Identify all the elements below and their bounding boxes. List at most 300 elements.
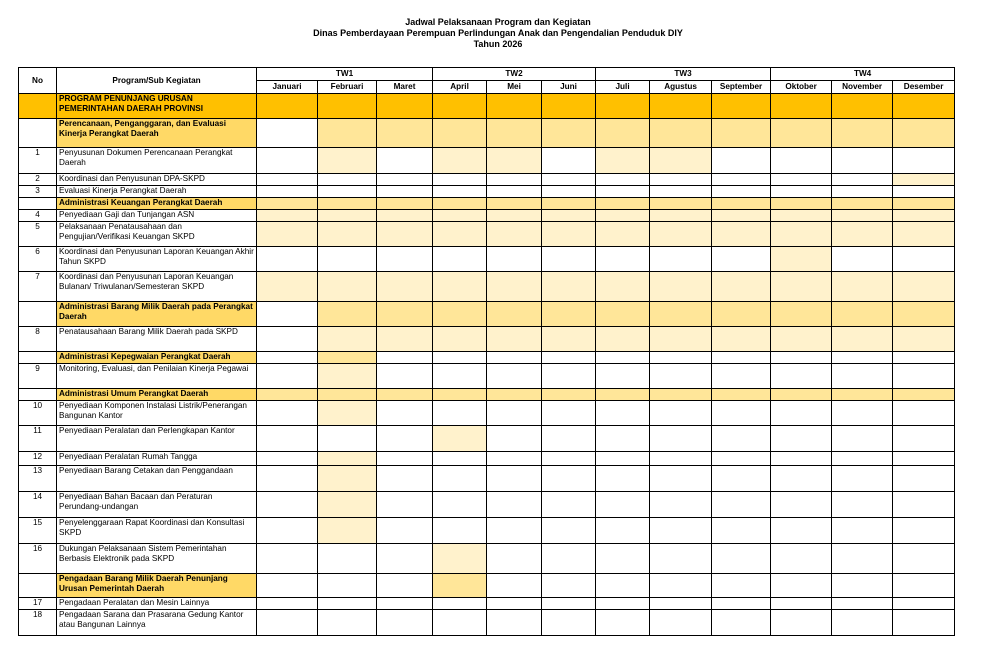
month-cell-desember: [893, 452, 955, 466]
month-cell-november: [832, 302, 893, 327]
month-cell-agustus: [650, 574, 712, 598]
month-cell-maret: [377, 302, 433, 327]
row-number: 3: [19, 186, 57, 198]
month-cell-februari: [318, 272, 377, 302]
header-month: Desember: [893, 81, 955, 94]
month-cell-november: [832, 574, 893, 598]
month-cell-juni: [542, 574, 596, 598]
row-number: 10: [19, 401, 57, 426]
month-cell-april: [433, 94, 487, 119]
month-cell-mei: [487, 327, 542, 352]
activity-row: [19, 186, 955, 198]
month-cell-desember: [893, 518, 955, 544]
month-cell-januari: [257, 148, 318, 174]
month-cell-juni: [542, 148, 596, 174]
month-cell-desember: [893, 574, 955, 598]
activity-row: [19, 148, 955, 174]
month-cell-november: [832, 148, 893, 174]
month-cell-juli: [596, 518, 650, 544]
row-name: Pengadaan Sarana dan Prasarana Gedung Kantor atau Bangunan Lainnya: [57, 610, 257, 636]
row-number: 11: [19, 426, 57, 452]
month-cell-juli: [596, 364, 650, 389]
month-cell-juli: [596, 401, 650, 426]
row-name: Administrasi Keuangan Perangkat Daerah: [57, 198, 257, 210]
month-cell-mei: [487, 466, 542, 492]
month-cell-juni: [542, 352, 596, 364]
program-row: [19, 94, 955, 119]
month-cell-april: [433, 119, 487, 148]
month-cell-februari: [318, 222, 377, 247]
activity-row: [19, 492, 955, 518]
month-cell-agustus: [650, 327, 712, 352]
activity-row: [19, 222, 955, 247]
month-cell-mei: [487, 426, 542, 452]
month-cell-desember: [893, 210, 955, 222]
month-cell-juli: [596, 610, 650, 636]
header-month: November: [832, 81, 893, 94]
section-row: [19, 574, 955, 598]
month-cell-oktober: [771, 452, 832, 466]
month-cell-mei: [487, 174, 542, 186]
row-number: 15: [19, 518, 57, 544]
month-cell-november: [832, 94, 893, 119]
month-cell-oktober: [771, 518, 832, 544]
month-cell-oktober: [771, 119, 832, 148]
row-name: PROGRAM PENUNJANG URUSAN PEMERINTAHAN DAERAH PROVINSI: [57, 94, 257, 119]
month-cell-juli: [596, 302, 650, 327]
month-cell-februari: [318, 302, 377, 327]
month-cell-april: [433, 401, 487, 426]
month-cell-mei: [487, 352, 542, 364]
month-cell-desember: [893, 544, 955, 574]
month-cell-mei: [487, 544, 542, 574]
month-cell-juni: [542, 327, 596, 352]
month-cell-desember: [893, 119, 955, 148]
month-cell-desember: [893, 272, 955, 302]
section-row: [19, 302, 955, 327]
month-cell-november: [832, 186, 893, 198]
month-cell-mei: [487, 148, 542, 174]
month-cell-november: [832, 198, 893, 210]
month-cell-desember: [893, 492, 955, 518]
month-cell-agustus: [650, 94, 712, 119]
month-cell-januari: [257, 302, 318, 327]
month-cell-agustus: [650, 452, 712, 466]
month-cell-januari: [257, 352, 318, 364]
month-cell-januari: [257, 598, 318, 610]
month-cell-juni: [542, 610, 596, 636]
section-row: [19, 389, 955, 401]
month-cell-maret: [377, 352, 433, 364]
month-cell-maret: [377, 198, 433, 210]
month-cell-maret: [377, 210, 433, 222]
row-number: 2: [19, 174, 57, 186]
month-cell-mei: [487, 247, 542, 272]
month-cell-februari: [318, 186, 377, 198]
month-cell-april: [433, 222, 487, 247]
row-name: Administrasi Barang Milik Daerah pada Perangkat Daerah: [57, 302, 257, 327]
month-cell-mei: [487, 401, 542, 426]
month-cell-juli: [596, 186, 650, 198]
month-cell-juni: [542, 186, 596, 198]
month-cell-maret: [377, 492, 433, 518]
month-cell-april: [433, 210, 487, 222]
month-cell-april: [433, 174, 487, 186]
month-cell-agustus: [650, 302, 712, 327]
month-cell-januari: [257, 247, 318, 272]
row-name: Penyediaan Gaji dan Tunjangan ASN: [57, 210, 257, 222]
row-number: 1: [19, 148, 57, 174]
month-cell-oktober: [771, 401, 832, 426]
month-cell-mei: [487, 610, 542, 636]
month-cell-september: [712, 364, 771, 389]
month-cell-juni: [542, 518, 596, 544]
month-cell-april: [433, 327, 487, 352]
month-cell-november: [832, 466, 893, 492]
month-cell-januari: [257, 610, 318, 636]
header-month: Mei: [487, 81, 542, 94]
month-cell-januari: [257, 452, 318, 466]
month-cell-mei: [487, 492, 542, 518]
row-number: 18: [19, 610, 57, 636]
month-cell-september: [712, 222, 771, 247]
title-line-3: Tahun 2026: [473, 39, 523, 49]
month-cell-februari: [318, 247, 377, 272]
month-cell-desember: [893, 401, 955, 426]
month-cell-desember: [893, 327, 955, 352]
month-cell-november: [832, 610, 893, 636]
month-cell-september: [712, 492, 771, 518]
month-cell-juli: [596, 492, 650, 518]
month-cell-oktober: [771, 198, 832, 210]
month-cell-juli: [596, 544, 650, 574]
month-cell-november: [832, 222, 893, 247]
month-cell-juni: [542, 401, 596, 426]
month-cell-maret: [377, 148, 433, 174]
header-month: Maret: [377, 81, 433, 94]
month-cell-februari: [318, 352, 377, 364]
month-cell-januari: [257, 119, 318, 148]
month-cell-april: [433, 598, 487, 610]
row-name: Pelaksanaan Penatausahaan dan Pengujian/Verifikasi Keuangan SKPD: [57, 222, 257, 247]
month-cell-maret: [377, 222, 433, 247]
month-cell-juni: [542, 222, 596, 247]
month-cell-september: [712, 186, 771, 198]
month-cell-agustus: [650, 247, 712, 272]
month-cell-november: [832, 401, 893, 426]
month-cell-februari: [318, 452, 377, 466]
month-cell-desember: [893, 610, 955, 636]
month-cell-juni: [542, 452, 596, 466]
row-name: Koordinasi dan Penyusunan Laporan Keuangan Bulanan/ Triwulanan/Semesteran SKPD: [57, 272, 257, 302]
month-cell-februari: [318, 198, 377, 210]
activity-row: [19, 327, 955, 352]
month-cell-januari: [257, 272, 318, 302]
month-cell-april: [433, 247, 487, 272]
month-cell-januari: [257, 364, 318, 389]
row-name: Monitoring, Evaluasi, dan Penilaian Kinerja Pegawai: [57, 364, 257, 389]
document-title: [0, 17, 996, 50]
section-row: [19, 352, 955, 364]
month-cell-maret: [377, 174, 433, 186]
month-cell-januari: [257, 222, 318, 247]
row-number: [19, 389, 57, 401]
month-cell-november: [832, 492, 893, 518]
month-cell-juli: [596, 452, 650, 466]
month-cell-april: [433, 452, 487, 466]
row-name: Pengadaan Peralatan dan Mesin Lainnya: [57, 598, 257, 610]
row-name: Evaluasi Kinerja Perangkat Daerah: [57, 186, 257, 198]
month-cell-februari: [318, 544, 377, 574]
month-cell-januari: [257, 389, 318, 401]
month-cell-desember: [893, 174, 955, 186]
month-cell-september: [712, 247, 771, 272]
month-cell-juli: [596, 174, 650, 186]
row-name: Penyediaan Peralatan dan Perlengkapan Kantor: [57, 426, 257, 452]
month-cell-oktober: [771, 174, 832, 186]
month-cell-juli: [596, 94, 650, 119]
month-cell-juni: [542, 426, 596, 452]
activity-row: [19, 544, 955, 574]
month-cell-mei: [487, 272, 542, 302]
month-cell-maret: [377, 119, 433, 148]
month-cell-september: [712, 401, 771, 426]
month-cell-juni: [542, 210, 596, 222]
month-cell-agustus: [650, 198, 712, 210]
month-cell-februari: [318, 327, 377, 352]
month-cell-februari: [318, 210, 377, 222]
month-cell-agustus: [650, 186, 712, 198]
month-cell-juli: [596, 466, 650, 492]
month-cell-desember: [893, 247, 955, 272]
month-cell-maret: [377, 574, 433, 598]
row-number: [19, 94, 57, 119]
row-name: Penyediaan Komponen Instalasi Listrik/Penerangan Bangunan Kantor: [57, 401, 257, 426]
month-cell-mei: [487, 222, 542, 247]
month-cell-november: [832, 452, 893, 466]
month-cell-oktober: [771, 544, 832, 574]
header-month: Juli: [596, 81, 650, 94]
month-cell-november: [832, 327, 893, 352]
month-cell-mei: [487, 364, 542, 389]
month-cell-juni: [542, 389, 596, 401]
row-number: 4: [19, 210, 57, 222]
month-cell-april: [433, 198, 487, 210]
month-cell-desember: [893, 598, 955, 610]
month-cell-oktober: [771, 272, 832, 302]
month-cell-november: [832, 426, 893, 452]
month-cell-januari: [257, 401, 318, 426]
month-cell-november: [832, 272, 893, 302]
row-number: [19, 198, 57, 210]
month-cell-april: [433, 364, 487, 389]
row-number: 13: [19, 466, 57, 492]
header-month: April: [433, 81, 487, 94]
row-number: 17: [19, 598, 57, 610]
month-cell-april: [433, 352, 487, 364]
month-cell-desember: [893, 186, 955, 198]
month-cell-agustus: [650, 492, 712, 518]
month-cell-oktober: [771, 598, 832, 610]
month-cell-september: [712, 452, 771, 466]
month-cell-januari: [257, 518, 318, 544]
month-cell-oktober: [771, 574, 832, 598]
month-cell-oktober: [771, 222, 832, 247]
month-cell-agustus: [650, 352, 712, 364]
schedule-body: [19, 94, 955, 636]
activity-row: [19, 364, 955, 389]
row-name: Penyediaan Barang Cetakan dan Penggandaan: [57, 466, 257, 492]
row-number: [19, 574, 57, 598]
month-cell-juni: [542, 302, 596, 327]
header-month: Februari: [318, 81, 377, 94]
month-cell-september: [712, 327, 771, 352]
row-number: [19, 302, 57, 327]
month-cell-september: [712, 544, 771, 574]
month-cell-agustus: [650, 222, 712, 247]
row-name: Pengadaan Barang Milik Daerah Penunjang Urusan Pemerintah Daerah: [57, 574, 257, 598]
month-cell-desember: [893, 148, 955, 174]
row-name: Penatausahaan Barang Milik Daerah pada SKPD: [57, 327, 257, 352]
row-number: [19, 119, 57, 148]
month-cell-oktober: [771, 492, 832, 518]
row-name: Koordinasi dan Penyusunan DPA-SKPD: [57, 174, 257, 186]
month-cell-mei: [487, 452, 542, 466]
month-cell-april: [433, 544, 487, 574]
section-row: [19, 198, 955, 210]
month-cell-mei: [487, 574, 542, 598]
month-cell-april: [433, 272, 487, 302]
month-cell-maret: [377, 610, 433, 636]
month-cell-februari: [318, 364, 377, 389]
month-cell-juli: [596, 426, 650, 452]
activity-row: [19, 426, 955, 452]
month-cell-maret: [377, 272, 433, 302]
month-cell-oktober: [771, 610, 832, 636]
month-cell-agustus: [650, 466, 712, 492]
row-name: Administrasi Kepegwaian Perangkat Daerah: [57, 352, 257, 364]
month-cell-januari: [257, 574, 318, 598]
month-cell-oktober: [771, 186, 832, 198]
month-cell-agustus: [650, 148, 712, 174]
month-cell-desember: [893, 466, 955, 492]
row-name: Koordinasi dan Penyusunan Laporan Keuangan Akhir Tahun SKPD: [57, 247, 257, 272]
row-name: Penyelenggaraan Rapat Koordinasi dan Konsultasi SKPD: [57, 518, 257, 544]
month-cell-mei: [487, 119, 542, 148]
month-cell-september: [712, 119, 771, 148]
month-cell-november: [832, 174, 893, 186]
month-cell-desember: [893, 222, 955, 247]
row-name: Perencanaan, Penganggaran, dan Evaluasi Kinerja Perangkat Daerah: [57, 119, 257, 148]
row-name: Penyediaan Bahan Bacaan dan Peraturan Perundang-undangan: [57, 492, 257, 518]
month-cell-mei: [487, 94, 542, 119]
row-number: 6: [19, 247, 57, 272]
month-cell-september: [712, 174, 771, 186]
title-line-1: Jadwal Pelaksanaan Program dan Kegiatan: [405, 17, 591, 27]
activity-row: [19, 466, 955, 492]
row-number: 8: [19, 327, 57, 352]
row-name: Administrasi Umum Perangkat Daerah: [57, 389, 257, 401]
month-cell-juni: [542, 94, 596, 119]
header-quarter: TW2: [433, 68, 596, 81]
month-cell-juli: [596, 210, 650, 222]
month-cell-juni: [542, 198, 596, 210]
month-cell-agustus: [650, 119, 712, 148]
month-cell-januari: [257, 94, 318, 119]
month-cell-agustus: [650, 389, 712, 401]
month-cell-desember: [893, 94, 955, 119]
month-cell-april: [433, 148, 487, 174]
row-number: 16: [19, 544, 57, 574]
month-cell-maret: [377, 186, 433, 198]
month-cell-januari: [257, 544, 318, 574]
row-number: 5: [19, 222, 57, 247]
month-cell-agustus: [650, 518, 712, 544]
month-cell-maret: [377, 544, 433, 574]
activity-row: [19, 210, 955, 222]
month-cell-februari: [318, 466, 377, 492]
month-cell-januari: [257, 210, 318, 222]
month-cell-oktober: [771, 352, 832, 364]
month-cell-januari: [257, 466, 318, 492]
month-cell-oktober: [771, 148, 832, 174]
activity-row: [19, 610, 955, 636]
activity-row: [19, 401, 955, 426]
month-cell-februari: [318, 610, 377, 636]
month-cell-mei: [487, 186, 542, 198]
month-cell-september: [712, 598, 771, 610]
month-cell-november: [832, 364, 893, 389]
month-cell-desember: [893, 426, 955, 452]
section-row: [19, 119, 955, 148]
month-cell-maret: [377, 94, 433, 119]
month-cell-juni: [542, 119, 596, 148]
month-cell-oktober: [771, 94, 832, 119]
month-cell-desember: [893, 364, 955, 389]
row-name: Penyusunan Dokumen Perencanaan Perangkat Daerah: [57, 148, 257, 174]
month-cell-juni: [542, 466, 596, 492]
header-no: No: [19, 68, 57, 94]
month-cell-agustus: [650, 544, 712, 574]
month-cell-januari: [257, 186, 318, 198]
month-cell-mei: [487, 518, 542, 544]
month-cell-juli: [596, 352, 650, 364]
month-cell-juli: [596, 148, 650, 174]
month-cell-agustus: [650, 426, 712, 452]
month-cell-september: [712, 94, 771, 119]
month-cell-april: [433, 574, 487, 598]
month-cell-november: [832, 544, 893, 574]
month-cell-september: [712, 272, 771, 302]
month-cell-januari: [257, 426, 318, 452]
month-cell-maret: [377, 327, 433, 352]
month-cell-juli: [596, 389, 650, 401]
month-cell-april: [433, 302, 487, 327]
activity-row: [19, 518, 955, 544]
month-cell-september: [712, 198, 771, 210]
month-cell-april: [433, 466, 487, 492]
header-month: Juni: [542, 81, 596, 94]
month-cell-mei: [487, 389, 542, 401]
header-month: Agustus: [650, 81, 712, 94]
month-cell-april: [433, 492, 487, 518]
schedule-table: [18, 67, 955, 636]
month-cell-november: [832, 389, 893, 401]
month-cell-juli: [596, 198, 650, 210]
month-cell-juni: [542, 247, 596, 272]
month-cell-april: [433, 610, 487, 636]
title-line-2: Dinas Pemberdayaan Perempuan Perlindungan Anak dan Pengendalian Penduduk DIY: [313, 28, 683, 38]
